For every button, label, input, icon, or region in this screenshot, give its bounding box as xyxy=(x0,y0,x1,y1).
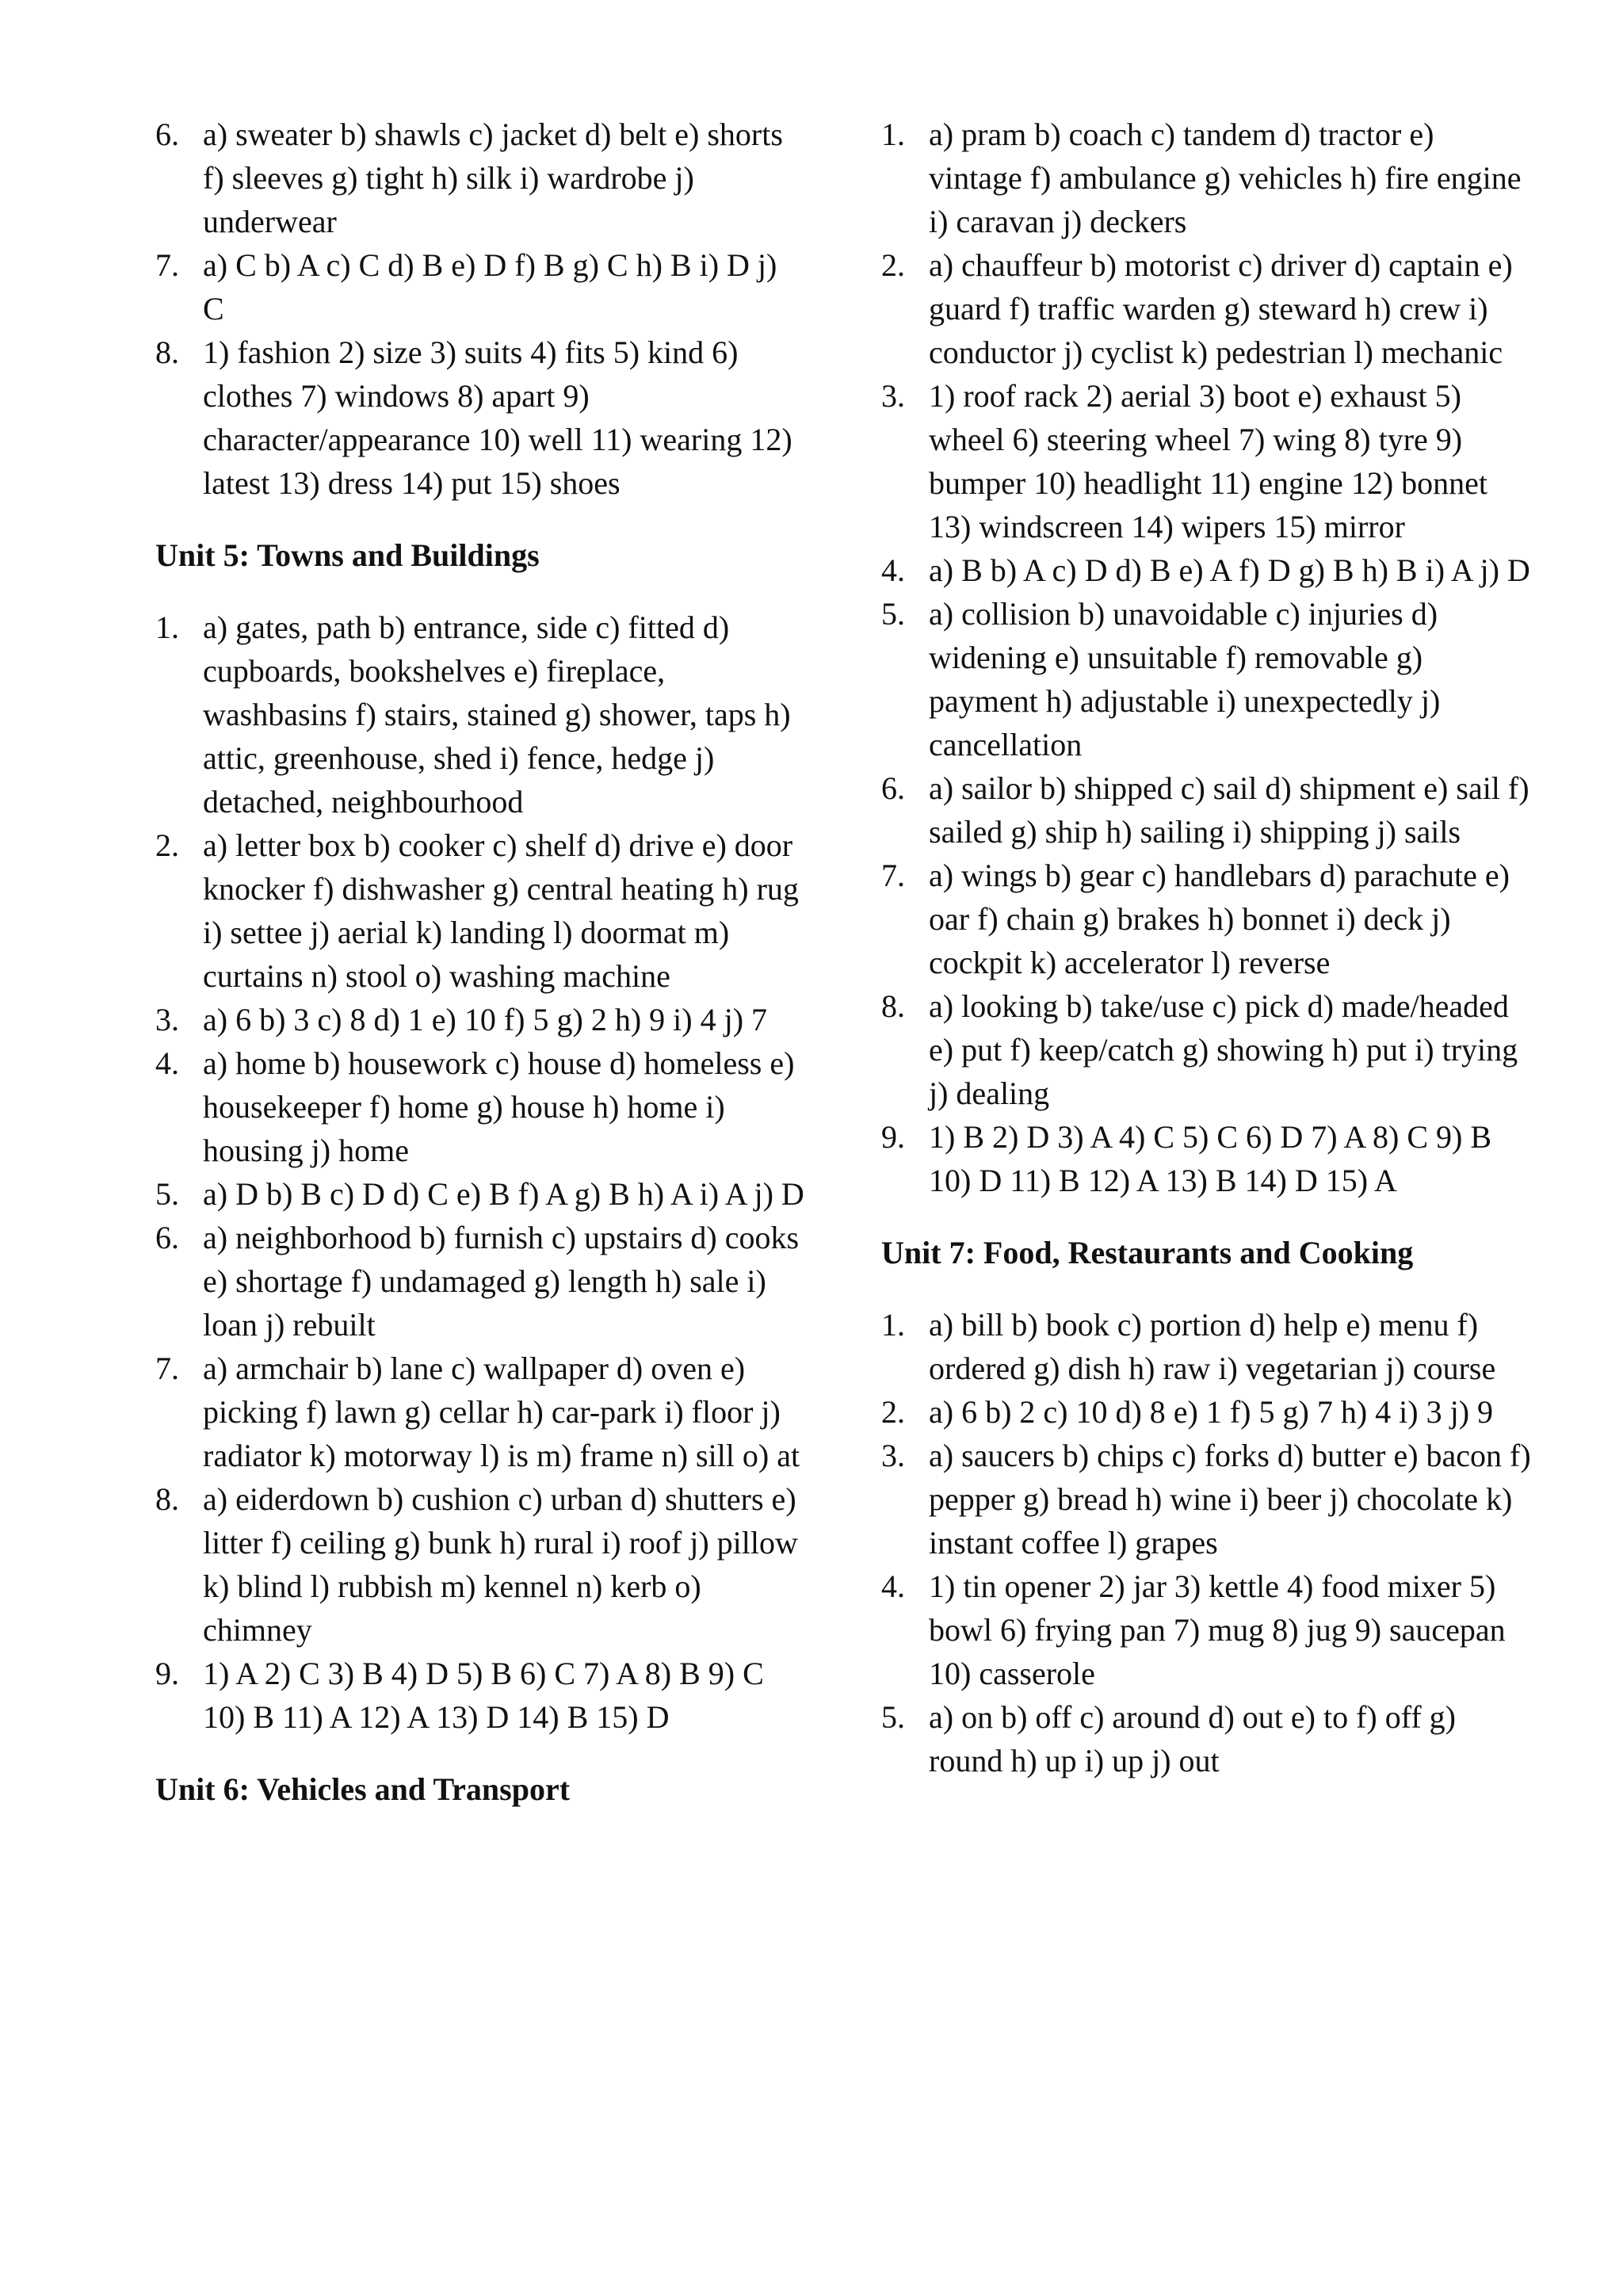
list-item xyxy=(155,998,805,1041)
item-answers: a) looking b) take/use c) pick d) made/headed e) put f) keep/catch g) showing h) put i) trying j) dealing xyxy=(929,988,1518,1111)
item-answers: a) B b) A c) D d) B e) A f) D g) B h) B i) A j) D xyxy=(929,552,1530,588)
item-number: 3. xyxy=(881,1438,905,1473)
unit6-list xyxy=(881,113,1531,1202)
item-answers: a) chauffeur b) motorist c) driver d) captain e) guard f) traffic warden g) steward h) crew i) conductor j) cyclist k) pedestrian l) mechanic xyxy=(929,247,1513,370)
item-answers: a) C b) A c) C d) B e) D f) B g) C h) B i) D j) C xyxy=(203,247,777,327)
list-item xyxy=(881,766,1531,854)
unit5-list xyxy=(155,606,805,1739)
item-answers: a) 6 b) 2 c) 10 d) 8 e) 1 f) 5 g) 7 h) 4 i) 3 j) 9 xyxy=(929,1394,1494,1430)
item-answers: a) eiderdown b) cushion c) urban d) shutters e) litter f) ceiling g) bunk h) rural i) roof j) pillow k) blind l) rubbish m) kennel n) kerb o) chimney xyxy=(203,1481,798,1648)
list-item xyxy=(155,1652,805,1739)
item-answers: a) 6 b) 3 c) 8 d) 1 e) 10 f) 5 g) 2 h) 9 i) 4 j) 7 xyxy=(203,1002,768,1037)
item-answers: 1) roof rack 2) aerial 3) boot e) exhaust 5) wheel 6) steering wheel 7) wing 8) tyre 9) bumper 10) headlight 11) engine 12) bonnet 13) windscreen 14) wipers 15) mirror xyxy=(929,378,1487,544)
item-number: 8. xyxy=(155,1481,179,1517)
list-item xyxy=(881,592,1531,766)
list-item xyxy=(881,374,1531,548)
list-item xyxy=(155,1477,805,1652)
item-answers: a) sailor b) shipped c) sail d) shipment e) sail f) sailed g) ship h) sailing i) shipping j) sails xyxy=(929,770,1529,850)
item-answers: 1) fashion 2) size 3) suits 4) fits 5) kind 6) clothes 7) windows 8) apart 9) character/appearance 10) well 11) wearing 12) latest 13) dress 14) put 15) shoes xyxy=(203,334,792,501)
item-number: 1. xyxy=(881,1307,905,1343)
list-item xyxy=(881,1564,1531,1695)
item-answers: a) letter box b) cooker c) shelf d) drive e) door knocker f) dishwasher g) central heating h) rug i) settee j) aerial k) landing l) doormat m) curtains n) stool o) washing machine xyxy=(203,827,799,994)
item-answers: a) neighborhood b) furnish c) upstairs d) cooks e) shortage f) undamaged g) length h) sale i) loan j) rebuilt xyxy=(203,1220,800,1343)
list-item xyxy=(155,823,805,998)
list-item xyxy=(155,1172,805,1216)
item-answers: 1) A 2) C 3) B 4) D 5) B 6) C 7) A 8) B 9) C 10) B 11) A 12) A 13) D 14) B 15) D xyxy=(203,1656,764,1735)
list-item xyxy=(881,984,1531,1115)
item-number: 4. xyxy=(881,552,905,588)
unit7-list xyxy=(881,1303,1531,1782)
list-item xyxy=(881,548,1531,592)
unit7-heading: Unit 7: Food, Restaurants and Cooking xyxy=(881,1235,1414,1270)
unit5-heading: Unit 5: Towns and Buildings xyxy=(155,537,540,573)
list-item xyxy=(155,113,805,243)
list-item xyxy=(881,1434,1531,1564)
item-answers: a) D b) B c) D d) C e) B f) A g) B h) A i) A j) D xyxy=(203,1176,804,1212)
item-answers: a) gates, path b) entrance, side c) fitted d) cupboards, bookshelves e) fireplace, washbasins f) stairs, stained g) shower, taps h) attic, greenhouse, shed i) fence, hedge j) detached, neighbourhood xyxy=(203,609,791,819)
item-number: 1. xyxy=(881,117,905,152)
item-number: 2. xyxy=(881,1394,905,1430)
item-answers: a) wings b) gear c) handlebars d) parachute e) oar f) chain g) brakes h) bonnet i) deck j) cockpit k) accelerator l) reverse xyxy=(929,858,1510,980)
item-number: 6. xyxy=(155,1220,179,1255)
list-item xyxy=(881,113,1531,243)
item-number: 7. xyxy=(155,247,179,283)
item-number: 6. xyxy=(155,117,179,152)
item-number: 2. xyxy=(881,247,905,283)
list-item xyxy=(155,243,805,330)
list-item xyxy=(155,606,805,823)
list-item xyxy=(881,854,1531,984)
list-item xyxy=(881,1115,1531,1202)
list-item xyxy=(881,1303,1531,1390)
unit6-heading: Unit 6: Vehicles and Transport xyxy=(155,1771,571,1807)
item-answers: a) saucers b) chips c) forks d) butter e) bacon f) pepper g) bread h) wine i) beer j) chocolate k) instant coffee l) grapes xyxy=(929,1438,1531,1561)
item-number: 9. xyxy=(155,1656,179,1691)
item-number: 8. xyxy=(155,334,179,370)
item-number: 4. xyxy=(881,1568,905,1604)
item-number: 5. xyxy=(155,1176,179,1212)
left-column xyxy=(155,113,805,1811)
list-item xyxy=(155,1041,805,1172)
list-item xyxy=(881,1695,1531,1782)
item-number: 6. xyxy=(881,770,905,806)
item-number: 8. xyxy=(881,988,905,1024)
item-answers: a) bill b) book c) portion d) help e) menu f) ordered g) dish h) raw i) vegetarian j) course xyxy=(929,1307,1496,1386)
item-number: 2. xyxy=(155,827,179,863)
item-number: 9. xyxy=(881,1119,905,1155)
list-item xyxy=(881,1390,1531,1434)
item-number: 3. xyxy=(881,378,905,414)
item-number: 7. xyxy=(155,1350,179,1386)
item-answers: a) sweater b) shawls c) jacket d) belt e) shorts f) sleeves g) tight h) silk i) wardrobe j) underwear xyxy=(203,117,783,239)
unit4-continued-list xyxy=(155,113,805,505)
item-number: 3. xyxy=(155,1002,179,1037)
item-number: 7. xyxy=(881,858,905,893)
item-answers: a) pram b) coach c) tandem d) tractor e) vintage f) ambulance g) vehicles h) fire engine i) caravan j) deckers xyxy=(929,117,1522,239)
list-item xyxy=(881,243,1531,374)
item-answers: a) armchair b) lane c) wallpaper d) oven e) picking f) lawn g) cellar h) car-park i) floor j) radiator k) motorway l) is m) frame n) sill o) at xyxy=(203,1350,800,1473)
item-answers: a) on b) off c) around d) out e) to f) off g) round h) up i) up j) out xyxy=(929,1699,1456,1778)
list-item xyxy=(155,1216,805,1347)
item-answers: a) collision b) unavoidable c) injuries d) widening e) unsuitable f) removable g) payment h) adjustable i) unexpectedly j) cancellation xyxy=(929,596,1441,762)
right-column xyxy=(881,113,1531,1782)
item-number: 5. xyxy=(881,596,905,632)
item-number: 4. xyxy=(155,1045,179,1081)
list-item xyxy=(155,1347,805,1477)
item-answers: 1) tin opener 2) jar 3) kettle 4) food mixer 5) bowl 6) frying pan 7) mug 8) jug 9) saucepan 10) casserole xyxy=(929,1568,1506,1691)
list-item xyxy=(155,330,805,505)
item-number: 1. xyxy=(155,609,179,645)
item-answers: 1) B 2) D 3) A 4) C 5) C 6) D 7) A 8) C 9) B 10) D 11) B 12) A 13) B 14) D 15) A xyxy=(929,1119,1491,1198)
item-answers: a) home b) housework c) house d) homeless e) housekeeper f) home g) house h) home i) housing j) home xyxy=(203,1045,795,1168)
item-number: 5. xyxy=(881,1699,905,1735)
